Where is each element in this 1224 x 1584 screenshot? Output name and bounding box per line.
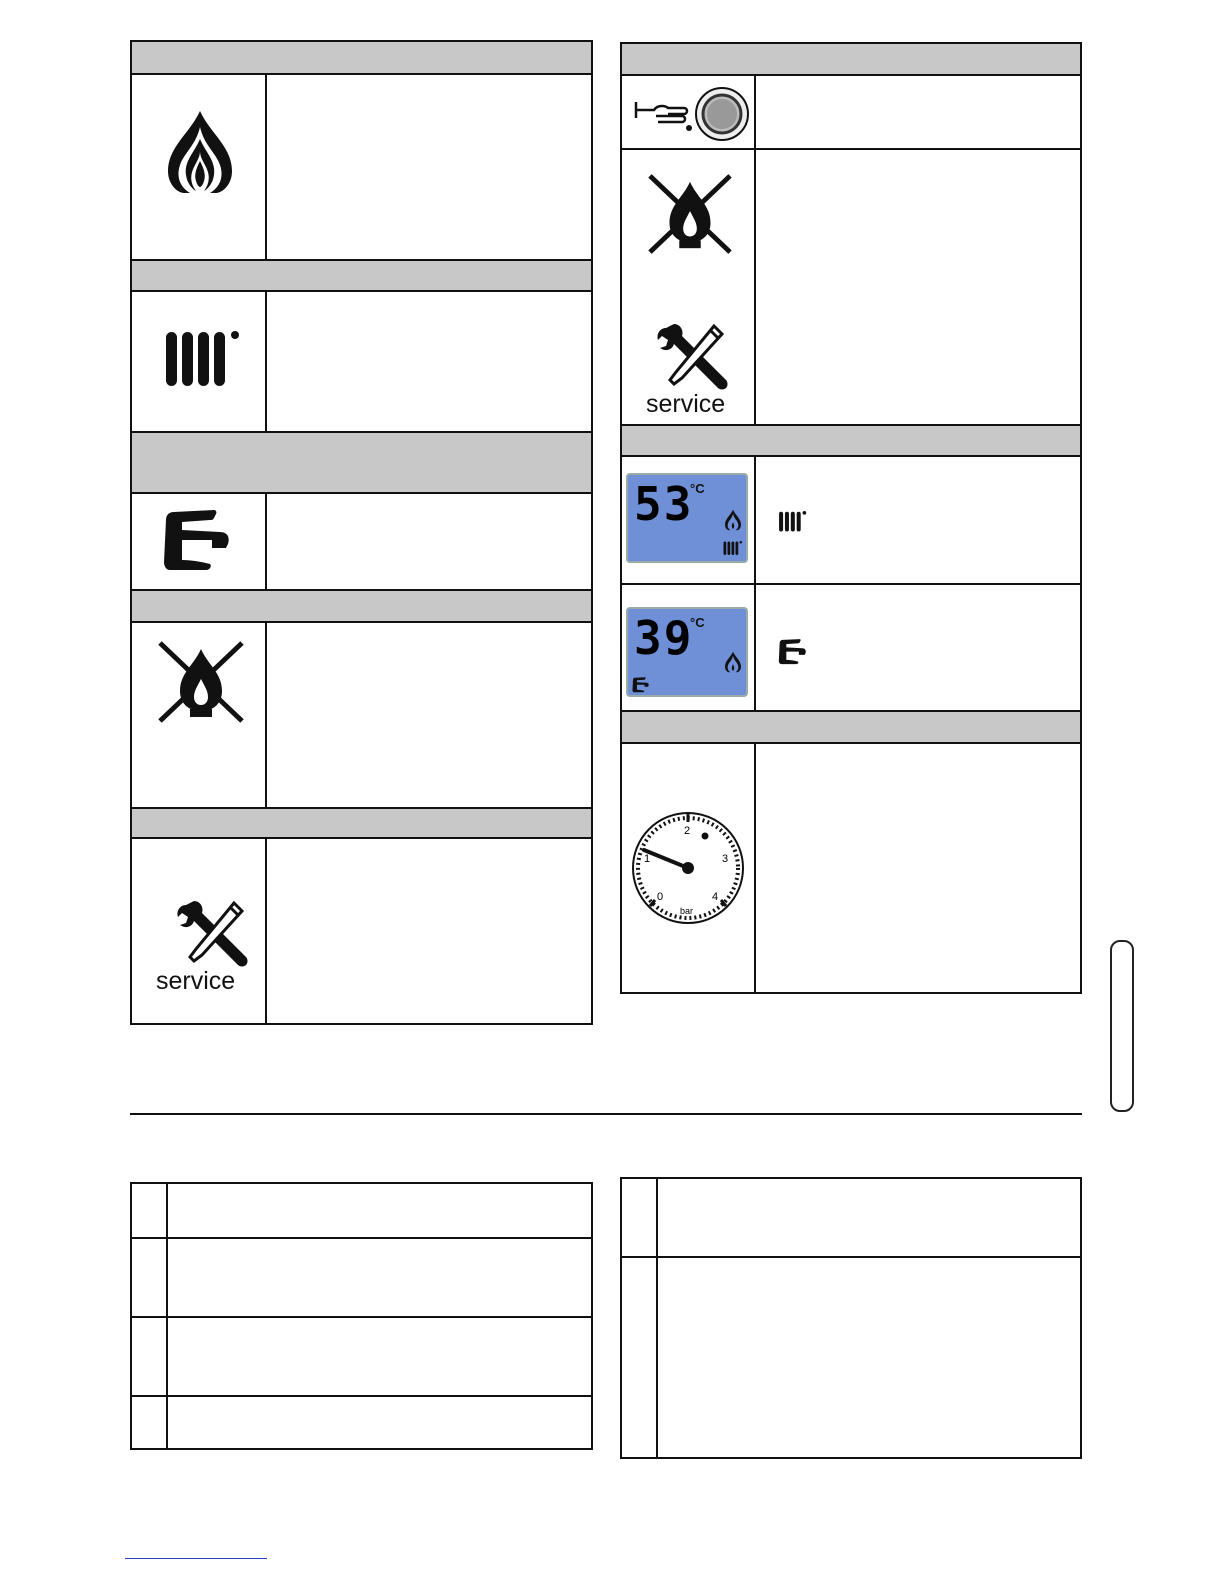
- gauge-tick-4: 4: [712, 891, 719, 903]
- row-header: [132, 809, 591, 839]
- table-row: [132, 1397, 591, 1450]
- icon-cell: [132, 292, 267, 431]
- icon-cell: [132, 623, 267, 807]
- heating-display-row: [622, 457, 1080, 585]
- service-tools-icon: [172, 899, 252, 969]
- table-row: [132, 1184, 591, 1239]
- tap-icon: [778, 639, 808, 665]
- right-bottom-table: [620, 1177, 1082, 1459]
- service-tools-icon: [652, 322, 732, 392]
- no-flame-service-row: [622, 150, 1080, 426]
- right-symbol-table: [620, 42, 1082, 994]
- section-divider: [130, 1113, 1082, 1115]
- temperature-unit: °C: [690, 615, 705, 630]
- row-header: [622, 426, 1080, 457]
- gauge-tick-1: 1: [644, 853, 651, 865]
- icon-cell: [132, 75, 267, 259]
- row-header: [132, 433, 591, 494]
- flame-icon: [724, 509, 742, 531]
- hot-water-display-row: [622, 585, 1080, 712]
- row-header: [132, 591, 591, 623]
- row-header: [132, 261, 591, 292]
- flame-icon: [164, 109, 236, 195]
- no-flame-icon: [646, 172, 734, 256]
- gauge-tick-3: 3: [722, 853, 729, 865]
- radiator-icon: [778, 511, 808, 533]
- table-row: [622, 1179, 1080, 1258]
- no-flame-row: [132, 623, 591, 809]
- no-flame-icon: [156, 639, 246, 725]
- radiator-row: [132, 292, 591, 433]
- radiator-icon: [722, 541, 744, 556]
- temperature-unit: °C: [690, 481, 705, 496]
- flame-row: [132, 75, 591, 261]
- icon-cell: [622, 585, 756, 710]
- gauge-tick-2: 2: [684, 825, 691, 837]
- lcd-display-hot-water: [626, 607, 748, 697]
- table-row: [622, 1258, 1080, 1459]
- service-row: [132, 839, 591, 1025]
- reset-button-row: [622, 76, 1080, 150]
- icon-cell: [622, 150, 756, 424]
- temperature-value: 39: [634, 611, 694, 665]
- gauge-unit: bar: [680, 906, 694, 916]
- tap-row: [132, 494, 591, 591]
- reset-button-icon: [632, 84, 752, 144]
- radiator-icon: [164, 330, 244, 390]
- icon-cell: [622, 76, 756, 148]
- flame-icon: [724, 651, 742, 673]
- gauge-tick-0: 0: [657, 891, 664, 903]
- service-label: service: [156, 967, 236, 995]
- pressure-gauge-row: [622, 744, 1080, 994]
- service-label: service: [646, 390, 726, 418]
- pressure-gauge-icon: [630, 810, 746, 926]
- icon-cell: [132, 839, 267, 1025]
- left-bottom-table: [130, 1182, 593, 1450]
- left-symbol-table: [130, 40, 593, 1025]
- table-row: [132, 1318, 591, 1397]
- row-header: [132, 42, 591, 75]
- tap-icon: [632, 677, 650, 693]
- table-row: [132, 1239, 591, 1318]
- tap-icon: [162, 510, 234, 572]
- row-header: [622, 712, 1080, 744]
- side-tab: [1110, 940, 1134, 1112]
- footer-link-underline: [125, 1558, 267, 1559]
- icon-cell: [132, 494, 267, 589]
- lcd-display-heating: [626, 473, 748, 563]
- temperature-value: 53: [634, 477, 694, 531]
- row-header: [622, 44, 1080, 76]
- icon-cell: [622, 457, 756, 583]
- icon-cell: [622, 744, 756, 994]
